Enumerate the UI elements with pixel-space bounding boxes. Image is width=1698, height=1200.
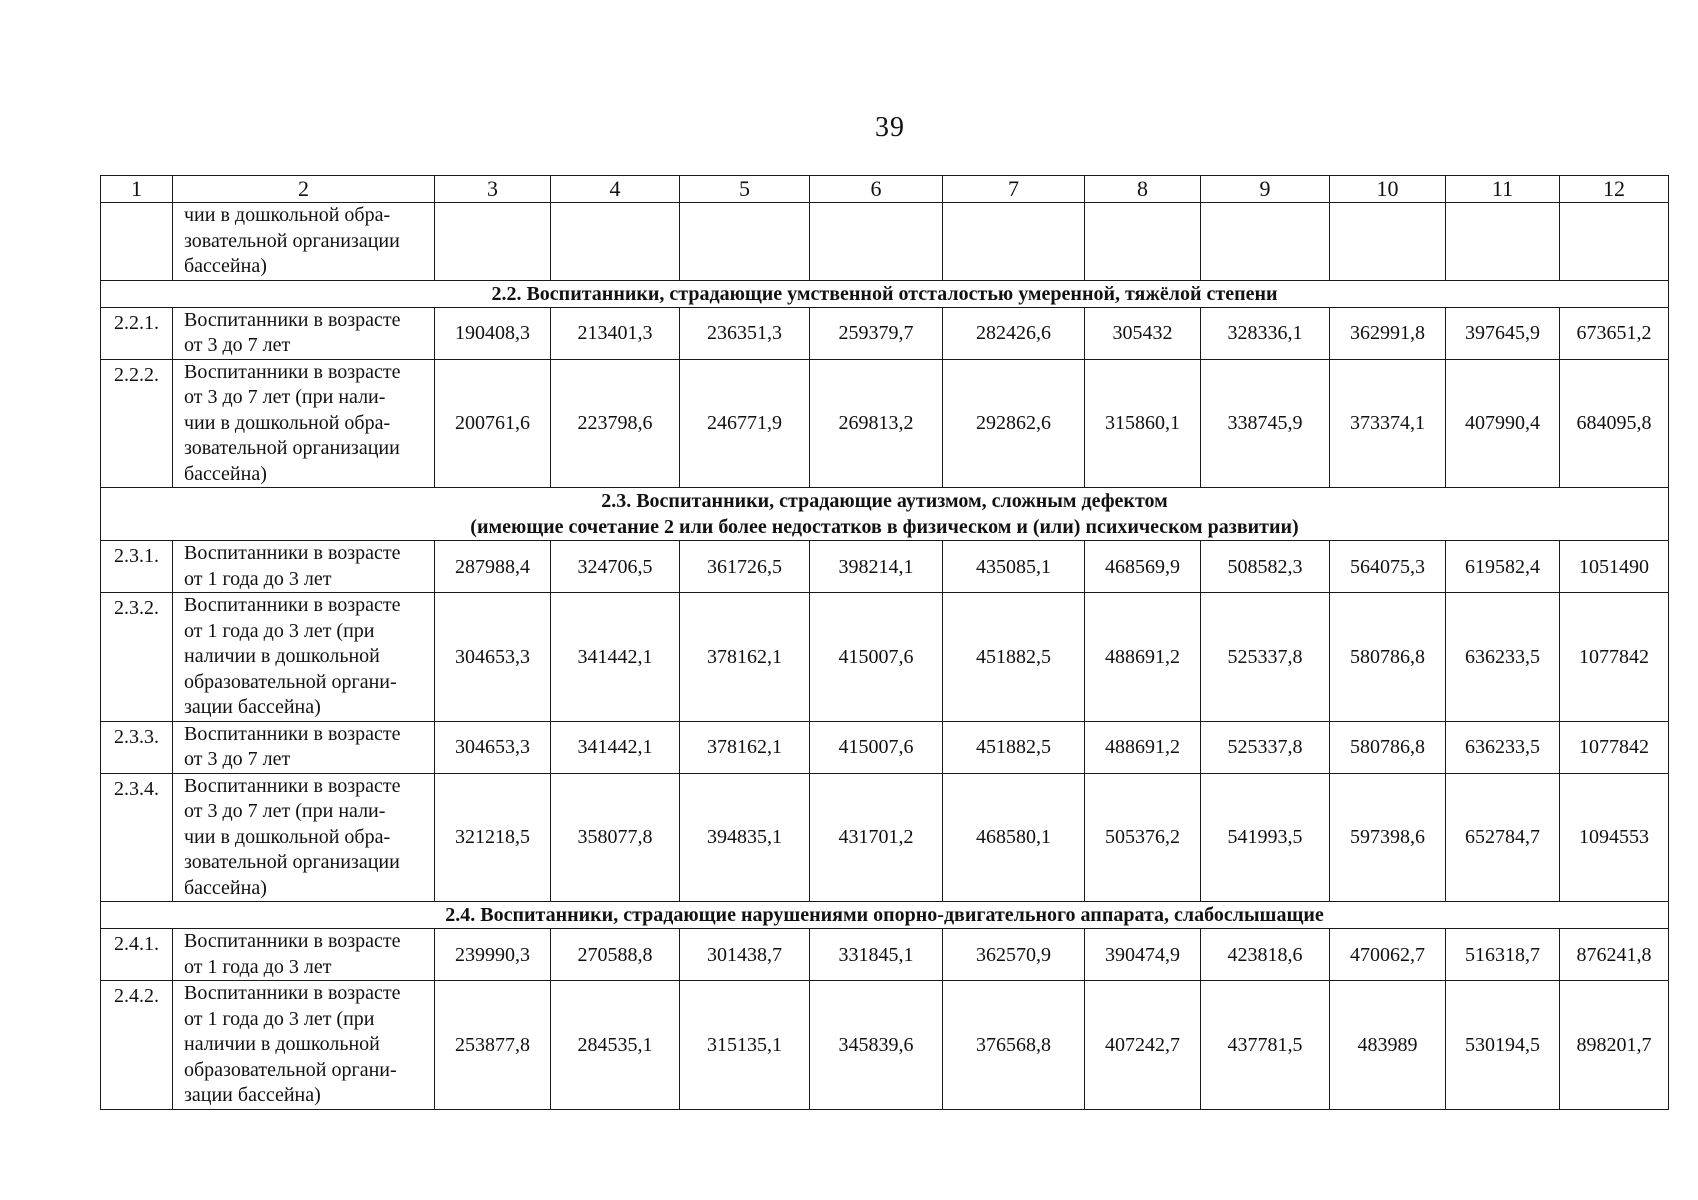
value-cell: 530194,5 [1446,981,1560,1110]
section-title [101,902,1669,929]
value-cell: 597398,6 [1330,773,1446,902]
value-cell: 636233,5 [1446,593,1560,722]
section-title [101,488,1669,541]
value-cell: 451882,5 [943,593,1085,722]
row-description [173,981,435,1110]
value-cell [1446,203,1560,281]
header-cell: 11 [1446,176,1560,203]
cell-line: Воспитанники в возрасте [184,360,401,383]
table-row [101,307,1669,359]
value-cell: 564075,3 [1330,541,1446,593]
value-cell: 331845,1 [810,929,943,981]
value-cell: 270588,8 [551,929,680,981]
header-cell: 4 [551,176,680,203]
value-cell: 1077842 [1560,721,1669,773]
value-cell: 423818,6 [1201,929,1330,981]
row-description [173,359,435,488]
value-cell: 525337,8 [1201,721,1330,773]
value-cell: 541993,5 [1201,773,1330,902]
value-cell: 362570,9 [943,929,1085,981]
value-cell: 435085,1 [943,541,1085,593]
value-cell [1201,203,1330,281]
header-cell: 8 [1085,176,1201,203]
cell-line: чии в дошкольной обра- [184,411,391,434]
value-cell: 341442,1 [551,721,680,773]
value-cell: 301438,7 [680,929,810,981]
cell-line: чии в дошкольной обра- [184,825,391,848]
header-cell: 9 [1201,176,1330,203]
value-cell: 451882,5 [943,721,1085,773]
value-cell: 321218,5 [435,773,551,902]
row-number: 2.3.3. [101,721,173,773]
cell-line: от 3 до 7 лет (при нали- [184,800,386,822]
cell-line: Воспитанники в возрасте [184,930,401,952]
value-cell: 1094553 [1560,773,1669,902]
value-cell: 246771,9 [680,359,810,488]
value-cell: 358077,8 [551,773,680,902]
value-cell: 361726,5 [680,541,810,593]
value-cell: 304653,3 [435,593,551,722]
page-number: 39 [875,112,905,143]
cell-line: 2.2. Воспитанники, страдающие умственной отсталостью умеренной, тяжёлой степени [491,282,1278,305]
header-cell: 1 [101,176,173,203]
cell-line: наличии в дошкольной [184,645,380,667]
value-cell: 213401,3 [551,307,680,359]
header-cell: 6 [810,176,943,203]
value-cell: 468569,9 [1085,541,1201,593]
cell-line: бассейна) [184,462,267,485]
row-number: 2.3.4. [101,773,173,902]
value-cell: 684095,8 [1560,359,1669,488]
section-title [101,280,1669,307]
value-cell: 1077842 [1560,593,1669,722]
cell-line: Воспитанники в возрасте [184,774,401,797]
row-description [173,929,435,981]
row-description [173,541,435,593]
row-number: 2.2.2. [101,359,173,488]
value-cell: 415007,6 [810,721,943,773]
table-row [101,929,1669,981]
value-cell: 636233,5 [1446,721,1560,773]
cell-line: зовательной организации [184,437,400,459]
header-cell: 2 [173,176,435,203]
value-cell: 876241,8 [1560,929,1669,981]
value-cell: 259379,7 [810,307,943,359]
value-cell [680,203,810,281]
value-cell: 394835,1 [680,773,810,902]
value-cell: 397645,9 [1446,307,1560,359]
cell-line: бассейна) [184,876,267,899]
value-cell: 580786,8 [1330,593,1446,722]
cell-line: от 3 до 7 лет (при нали- [184,386,386,408]
cell-line: от 3 до 7 лет [184,748,291,770]
value-cell [435,203,551,281]
value-cell [1330,203,1446,281]
cell-line: наличии в дошкольной [184,1033,380,1055]
cell-line: 2.3. Воспитанники, страдающие аутизмом, сложным дефектом [601,490,1168,512]
row-number: 2.2.1. [101,307,173,359]
cell-line: зовательной организации [184,851,400,873]
cell-line: Воспитанники в возрасте [184,542,401,564]
header-cell: 10 [1330,176,1446,203]
value-cell: 341442,1 [551,593,680,722]
value-cell: 378162,1 [680,593,810,722]
value-cell: 516318,7 [1446,929,1560,981]
value-cell: 898201,7 [1560,981,1669,1110]
table-row [101,541,1669,593]
value-cell [1085,203,1201,281]
header-row [101,176,1669,203]
cell-line: Воспитанники в возрасте [184,722,401,745]
section-header-row [101,902,1669,929]
cell-line: образовательной органи- [184,1058,397,1081]
value-cell: 378162,1 [680,721,810,773]
value-cell: 269813,2 [810,359,943,488]
cell-line: 2.4. Воспитанники, страдающие нарушениями опорно-двигательного аппарата, слабослышащие [445,904,1324,926]
cell-line: от 1 года до 3 лет (при [184,1007,375,1030]
value-cell: 407990,4 [1446,359,1560,488]
value-cell: 488691,2 [1085,721,1201,773]
value-cell: 253877,8 [435,981,551,1110]
value-cell: 415007,6 [810,593,943,722]
table-row [101,981,1669,1110]
value-cell: 315135,1 [680,981,810,1110]
value-cell: 376568,8 [943,981,1085,1110]
value-cell: 652784,7 [1446,773,1560,902]
cell-line: Воспитанники в возрасте [184,308,401,331]
value-cell: 398214,1 [810,541,943,593]
cell-line: от 1 года до 3 лет (при [184,619,375,642]
value-cell: 190408,3 [435,307,551,359]
value-cell: 239990,3 [435,929,551,981]
row-number [101,203,173,281]
cell-line: бассейна) [184,255,267,277]
value-cell: 315860,1 [1085,359,1201,488]
cell-line: чии в дошкольной обра- [184,204,391,226]
value-cell [551,203,680,281]
row-description [173,203,435,281]
row-number: 2.4.2. [101,981,173,1110]
value-cell: 287988,4 [435,541,551,593]
value-cell: 1051490 [1560,541,1669,593]
table-row [101,721,1669,773]
header-cell: 12 [1560,176,1669,203]
value-cell: 431701,2 [810,773,943,902]
value-cell [943,203,1085,281]
value-cell: 345839,6 [810,981,943,1110]
value-cell: 505376,2 [1085,773,1201,902]
value-cell: 437781,5 [1201,981,1330,1110]
value-cell: 468580,1 [943,773,1085,902]
value-cell: 483989 [1330,981,1446,1110]
cell-line: зовательной организации [184,229,400,252]
section-header-row [101,280,1669,307]
cell-line: от 1 года до 3 лет [184,567,332,590]
table-body [101,176,1669,1110]
cell-line: от 1 года до 3 лет [184,955,332,978]
cell-line: зации бассейна) [184,1084,321,1106]
cell-line: образовательной органи- [184,670,397,693]
value-cell: 373374,1 [1330,359,1446,488]
row-number: 2.3.1. [101,541,173,593]
table-row [101,773,1669,902]
value-cell: 470062,7 [1330,929,1446,981]
header-cell: 7 [943,176,1085,203]
value-cell: 508582,3 [1201,541,1330,593]
value-cell: 488691,2 [1085,593,1201,722]
section-header-row [101,488,1669,541]
tariff-table [100,175,1669,1110]
value-cell: 324706,5 [551,541,680,593]
value-cell: 362991,8 [1330,307,1446,359]
continuation-row [101,203,1669,281]
row-description [173,307,435,359]
cell-line: Воспитанники в возрасте [184,594,401,616]
value-cell: 200761,6 [435,359,551,488]
value-cell: 223798,6 [551,359,680,488]
value-cell: 673651,2 [1560,307,1669,359]
value-cell: 292862,6 [943,359,1085,488]
table-row [101,593,1669,722]
header-cell: 3 [435,176,551,203]
value-cell: 407242,7 [1085,981,1201,1110]
value-cell: 282426,6 [943,307,1085,359]
value-cell: 580786,8 [1330,721,1446,773]
row-number: 2.3.2. [101,593,173,722]
row-description [173,593,435,722]
table-row [101,359,1669,488]
cell-line: Воспитанники в возрасте [184,982,401,1004]
cell-line: от 3 до 7 лет [184,334,291,356]
row-description [173,773,435,902]
value-cell [810,203,943,281]
value-cell: 338745,9 [1201,359,1330,488]
value-cell: 236351,3 [680,307,810,359]
value-cell: 305432 [1085,307,1201,359]
value-cell [1560,203,1669,281]
cell-line: (имеющие сочетание 2 или более недостатков в физическом и (или) психическом развитии) [470,516,1299,538]
value-cell: 284535,1 [551,981,680,1110]
row-description [173,721,435,773]
value-cell: 390474,9 [1085,929,1201,981]
cell-line: зации бассейна) [184,696,321,718]
value-cell: 304653,3 [435,721,551,773]
value-cell: 328336,1 [1201,307,1330,359]
value-cell: 525337,8 [1201,593,1330,722]
row-number: 2.4.1. [101,929,173,981]
value-cell: 619582,4 [1446,541,1560,593]
header-cell: 5 [680,176,810,203]
